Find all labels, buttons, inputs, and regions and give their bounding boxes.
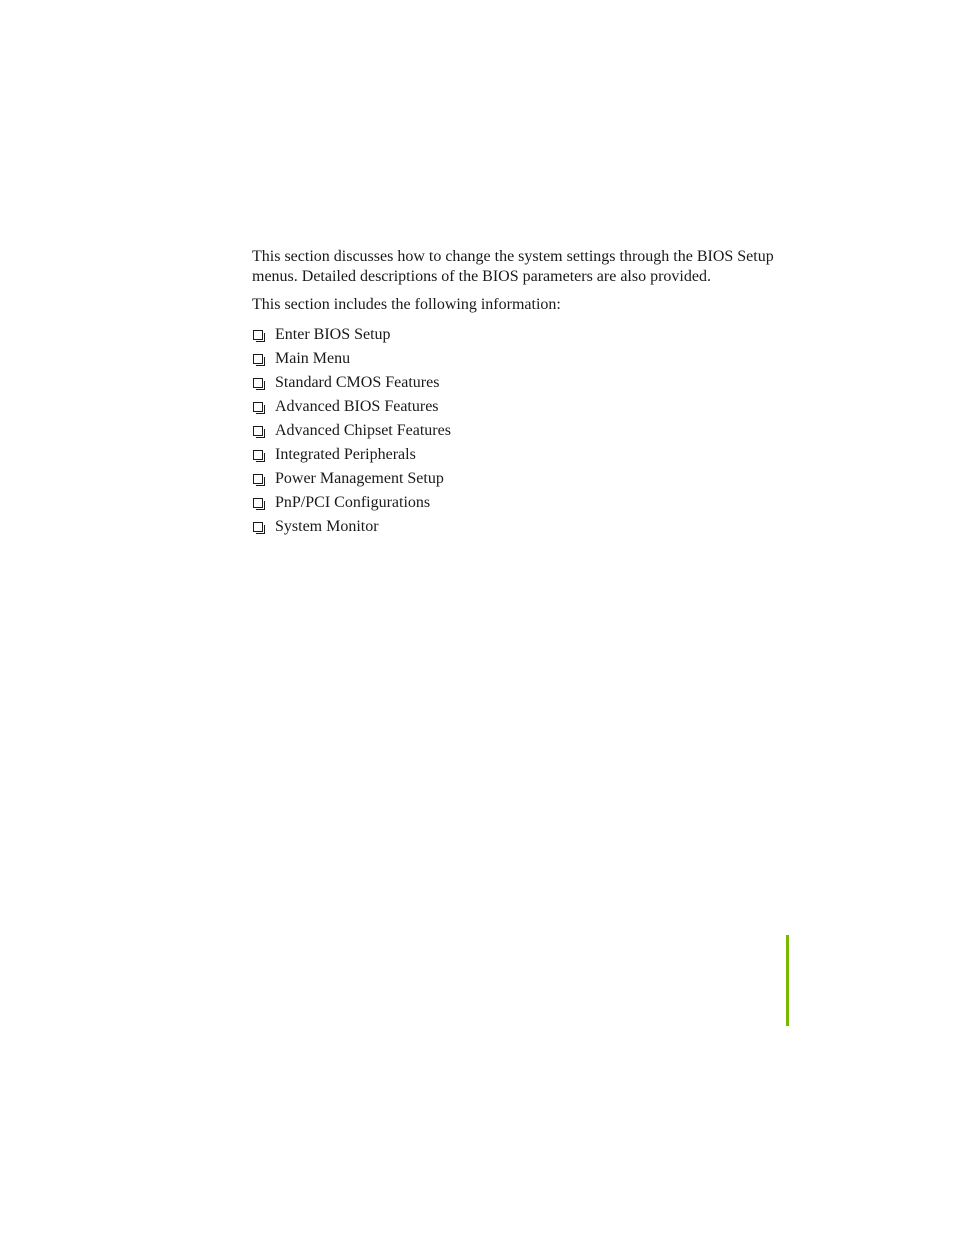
list-intro-paragraph: This section includes the following information:: [252, 296, 561, 313]
document-body: [252, 247, 792, 539]
list-item-label: Main Menu: [275, 350, 351, 367]
list-item: [252, 419, 792, 443]
page-margin-accent-bar: [786, 935, 789, 1026]
checkbox-bullet-icon: [253, 354, 263, 364]
checkbox-bullet-icon: [253, 378, 263, 388]
list-item-label: Enter BIOS Setup: [275, 326, 391, 343]
list-item-label: PnP/PCI Configurations: [275, 494, 431, 511]
list-item: [252, 491, 792, 515]
list-item: [252, 347, 792, 371]
list-item-label: Standard CMOS Features: [275, 374, 440, 391]
checkbox-bullet-icon: [253, 450, 263, 460]
checkbox-bullet-icon: [253, 498, 263, 508]
list-item: [252, 515, 792, 539]
list-item-label: Advanced Chipset Features: [275, 422, 451, 439]
checkbox-bullet-icon: [253, 474, 263, 484]
list-item: [252, 323, 792, 347]
checkbox-bullet-icon: [253, 522, 263, 532]
list-item-label: Advanced BIOS Features: [275, 398, 439, 415]
intro-paragraph: This section discusses how to change the system settings through the BIOS Setup menus. Detailed descriptions of the BIOS parameters are also provided.: [252, 248, 774, 285]
topic-list: [252, 323, 792, 539]
list-item: [252, 395, 792, 419]
list-item-label: Integrated Peripherals: [275, 446, 416, 463]
list-item: [252, 443, 792, 467]
list-item-label: System Monitor: [275, 518, 379, 535]
list-item: [252, 371, 792, 395]
checkbox-bullet-icon: [253, 330, 263, 340]
list-item: [252, 467, 792, 491]
list-item-label: Power Management Setup: [275, 470, 444, 487]
checkbox-bullet-icon: [253, 426, 263, 436]
checkbox-bullet-icon: [253, 402, 263, 412]
